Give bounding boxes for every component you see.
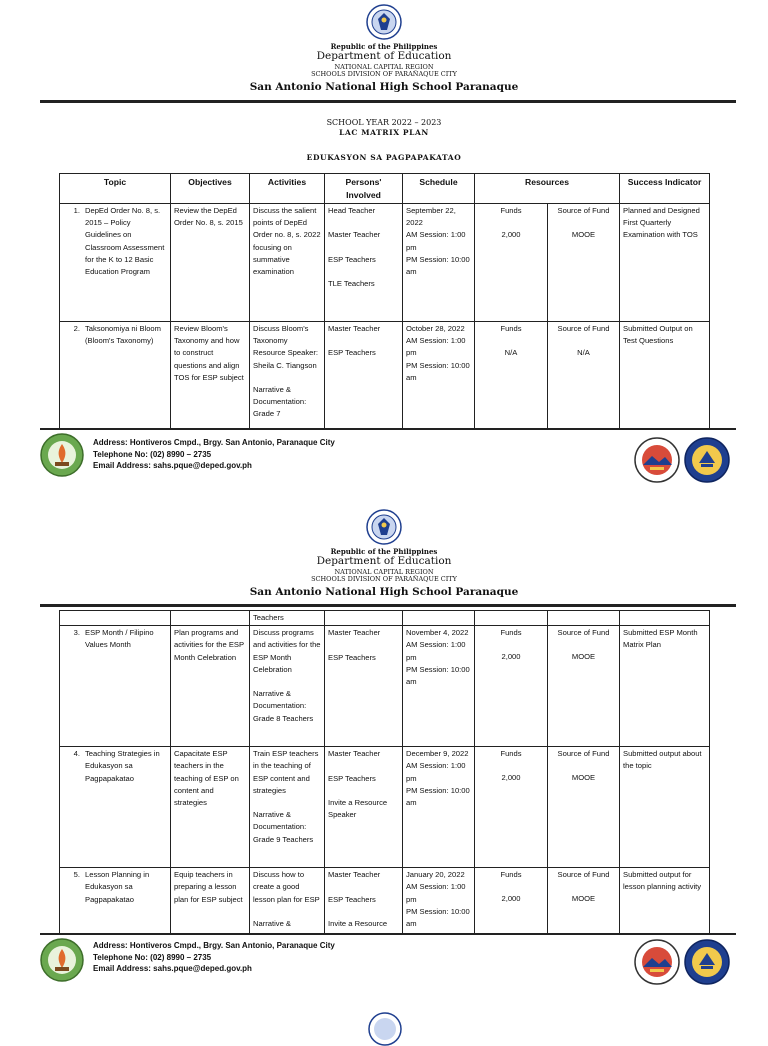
deped-seal-icon — [366, 509, 402, 545]
indicator-cell: Submitted output about the topic — [620, 747, 710, 868]
source-value: MOOE — [571, 652, 596, 662]
footer-address: Address: Hontiveros Cmpd., Brgy. San Antonio, Paranaque City — [93, 438, 335, 447]
page-2 — [0, 505, 768, 995]
source-label: Source of Fund — [557, 749, 610, 759]
funds-label: Funds — [500, 749, 522, 759]
source-label: Source of Fund — [557, 870, 610, 880]
activities-cell: Discuss the salient points of DepEd Order no. 8, s. 2022 focusing on summative examination — [250, 204, 325, 322]
source-value: N/A — [577, 348, 590, 358]
row-number: 2. — [73, 324, 80, 333]
persons-cell: Master Teacher ESP Teachers — [325, 626, 403, 747]
activities-cell: Discuss Bloom's Taxonomy Resource Speaker: Sheila C. Tiangson Narrative & Documentation: Grade 7 — [250, 322, 325, 432]
row-number: 3. — [73, 628, 80, 638]
matrix-table-continued — [59, 610, 710, 948]
footer-contact — [93, 437, 335, 472]
schedule-cell: December 9, 2022 AM Session: 1:00 pm PM Session: 10:00 am — [403, 747, 475, 868]
activities-cell: Discuss how to create a good lesson plan for ESP Narrative & — [250, 868, 325, 948]
funds-label: Funds — [500, 206, 522, 215]
col-schedule: Schedule — [403, 174, 475, 204]
col-topic: Topic — [60, 174, 171, 204]
persons-cell: Master Teacher ESP Teachers Invite a Resource Speaker — [325, 747, 403, 868]
topic-cell: ESP Month / Filipino Values Month — [85, 628, 154, 650]
indicator-cell: Planned and Designed First Quarterly Examination with TOS — [620, 204, 710, 322]
objectives-cell: Plan programs and activities for the ESP Month Celebration — [171, 626, 250, 747]
objectives-cell: Equip teachers in preparing a lesson plan for ESP subject — [171, 868, 250, 948]
indicator-cell: Submitted Output on Test Questions — [620, 322, 710, 432]
row-number: 4. — [73, 749, 80, 759]
funds-value: 2,000 — [501, 894, 521, 904]
indicator-cell: Submitted ESP Month Matrix Plan — [620, 626, 710, 747]
table-row — [60, 747, 710, 868]
col-activities: Activities — [250, 174, 325, 204]
source-value: MOOE — [571, 230, 596, 240]
col-objectives: Objectives — [171, 174, 250, 204]
objectives-cell: Review Bloom's Taxonomy and how to construct questions and align TOS for ESP subject — [171, 322, 250, 432]
header-rule — [40, 100, 736, 103]
funds-value: 2,000 — [501, 230, 521, 240]
table-row — [60, 322, 710, 432]
topic-cell: DepEd Order No. 8, s. 2015 – Policy Guidelines on Classroom Assessment for the K to 12 Basic Education Program — [85, 206, 165, 277]
deped-seal-icon — [368, 1012, 402, 1046]
footer-phone: Telephone No: (02) 8990 – 2735 — [93, 449, 212, 459]
topic-cell: Teaching Strategies in Edukasyon sa Pagpapakatao — [85, 749, 160, 783]
division-line: SCHOOLS DIVISION OF PARAÑAQUE CITY — [311, 575, 457, 583]
schedule-cell: September 22, 2022 AM Session: 1:00 pm PM Session: 10:00 am — [403, 204, 475, 322]
persons-cell: Master Teacher ESP Teachers — [325, 322, 403, 432]
division-seal-icon — [634, 437, 680, 483]
ncr-seal-icon — [684, 437, 730, 483]
plan-subject: EDUKASYON SA PAGPAPAKATAO — [306, 153, 462, 162]
funds-label: Funds — [500, 628, 522, 638]
activities-cell: Train ESP teachers in the teaching of ESP content and strategies Narrative & Documentation: Grade 9 Teachers — [250, 747, 325, 868]
col-indicator: Success Indicator — [620, 174, 710, 204]
division-line: SCHOOLS DIVISION OF PARAÑAQUE CITY — [311, 70, 457, 78]
col-persons: Persons' Involved — [325, 174, 403, 204]
school-year: SCHOOL YEAR 2022 – 2023 — [326, 118, 442, 127]
ncr-seal-icon — [684, 939, 730, 985]
persons-cell: Master Teacher ESP Teachers Invite a Resource — [325, 868, 403, 948]
topic-cell: Lesson Planning in Edukasyon sa Pagpapakatao — [85, 870, 150, 904]
region-line: NATIONAL CAPITAL REGION — [334, 568, 434, 576]
republic-line: Republic of the Philippines — [330, 547, 438, 556]
funds-label: Funds — [500, 324, 522, 333]
department-line: Department of Education — [316, 555, 452, 567]
schedule-cell: January 20, 2022 AM Session: 1:00 pm PM Session: 10:00 am — [403, 868, 475, 948]
school-name: San Antonio National High School Paranaque — [249, 586, 519, 598]
funds-label: Funds — [500, 870, 522, 880]
activities-cell: Teachers — [250, 611, 325, 626]
source-value: MOOE — [571, 894, 596, 904]
topic-cell: Taksonomiya ni Bloom (Bloom's Taxonomy) — [85, 324, 161, 346]
deped-seal-icon — [366, 4, 402, 40]
persons-cell: Head Teacher Master Teacher ESP Teachers TLE Teachers — [325, 204, 403, 322]
source-label: Source of Fund — [557, 628, 610, 638]
school-name: San Antonio National High School Paranaque — [249, 81, 519, 93]
schedule-cell: October 28, 2022 AM Session: 1:00 pm PM Session: 10:00 am — [403, 322, 475, 432]
source-label: Source of Fund — [557, 206, 610, 215]
table-row — [60, 204, 710, 322]
division-seal-icon — [634, 939, 680, 985]
schedule-cell: November 4, 2022 AM Session: 1:00 pm PM Session: 10:00 am — [403, 626, 475, 747]
footer-phone: Telephone No: (02) 8990 – 2735 — [93, 952, 212, 962]
matrix-table — [59, 173, 710, 432]
footer-rule — [40, 428, 736, 430]
footer-email: Email Address: sahs.pque@deped.gov.ph — [93, 461, 252, 470]
row-number: 5. — [73, 870, 80, 880]
row-number: 1. — [73, 206, 80, 215]
objectives-cell: Review the DepEd Order No. 8, s. 2015 — [171, 204, 250, 322]
indicator-cell: Submitted output for lesson planning activity — [620, 868, 710, 948]
table-row-continued — [60, 611, 710, 626]
republic-line: Republic of the Philippines — [330, 42, 438, 51]
source-value: MOOE — [571, 773, 596, 783]
footer-address: Address: Hontiveros Cmpd., Brgy. San Antonio, Paranaque City — [93, 941, 335, 950]
header-rule — [40, 604, 736, 607]
page-1 — [0, 0, 768, 490]
plan-title: LAC MATRIX PLAN — [339, 128, 429, 137]
funds-value: 2,000 — [501, 773, 521, 783]
school-logo-icon — [40, 433, 84, 477]
table-row — [60, 626, 710, 747]
school-logo-icon — [40, 938, 84, 982]
source-label: Source of Fund — [557, 324, 610, 333]
table-header-row — [60, 174, 710, 204]
funds-value: 2,000 — [501, 652, 521, 662]
region-line: NATIONAL CAPITAL REGION — [334, 63, 434, 71]
col-resources: Resources — [475, 174, 620, 204]
footer-email: Email Address: sahs.pque@deped.gov.ph — [93, 964, 252, 973]
department-line: Department of Education — [316, 50, 452, 62]
activities-cell: Discuss programs and activities for the ESP Month Celebration Narrative & Documentation: Grade 8 Teachers — [250, 626, 325, 747]
funds-value: N/A — [504, 348, 518, 358]
objectives-cell: Capacitate ESP teachers in the teaching of ESP on content and strategies — [171, 747, 250, 868]
footer-rule — [40, 933, 736, 935]
footer-contact — [93, 940, 335, 975]
